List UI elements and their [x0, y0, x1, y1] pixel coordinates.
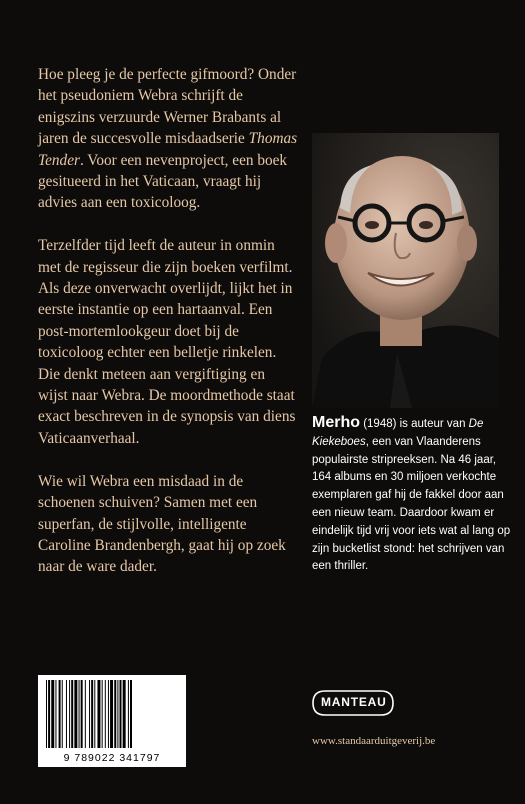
barcode-bar — [94, 680, 95, 748]
author-bio — [312, 414, 512, 576]
barcode-bar — [120, 680, 122, 748]
blurb-text: . Voor een nevenproject, een boek gesitueerd in het Vaticaan, vraagt hij advies aan een toxicoloog. — [38, 151, 288, 212]
bio-text: , een van Vlaanderens populairste stripreeksen. Na 46 jaar, 164 albums en 30 miljoen verkochte exemplaren gaf hij de fakkel door aan een nieuw team. Daardoor kwam er eindelijk tijd vrij voor iets wat al lang op zijn bucketlist stond: het schrijven van een thriller. — [312, 435, 511, 573]
barcode-bar — [66, 680, 67, 748]
barcode-bar — [59, 680, 61, 748]
bio-text: (1948) is auteur van — [360, 418, 469, 430]
publisher-website: www.standaarduitgeverij.be — [312, 735, 436, 747]
barcode-bar — [81, 680, 83, 748]
blurb-text: Hoe pleeg je de perfecte gifmoord? Onder het pseudoniem Webra schrijft de enigszins verzuurde Werner Brabants al jaren de succesvolle misdaadserie — [38, 66, 297, 148]
barcode-bar — [97, 680, 100, 748]
barcode-bar — [91, 680, 93, 748]
barcode-bar — [114, 680, 116, 748]
barcode-bar — [46, 680, 47, 748]
barcode-bar — [128, 680, 129, 748]
publisher-name: MANTEAU — [321, 695, 387, 709]
series-title: Thomas Tender — [38, 130, 298, 169]
blurb-paragraph-2: Terzelfder tijd leeft de auteur in onmin met de regisseur die zijn boeken verfilmt. Als deze onverwacht overlijdt, lijkt het in eerste instantie op een hartaanval. Een post-mortemlookgeur doet bij de toxicoloog echter een belletje rinkelen. Die denkt meteen aan vergiftiging en wijst naar Webra. De moordmethode staat exact beschreven in de synopsis van diens Vaticaanverhaal. — [38, 237, 296, 447]
barcode-bar — [69, 680, 70, 748]
barcode-bar — [108, 680, 109, 748]
barcode-bar — [123, 680, 126, 748]
isbn-barcode — [38, 675, 186, 767]
barcode-bar — [130, 680, 132, 748]
blurb-paragraph-3: Wie wil Webra een misdaad in de schoenen schuiven? Samen met een superfan, de stijlvolle, intelligente Caroline Brandenbergh, gaat hij op zoek naar de ware dader. — [38, 472, 286, 576]
barcode-bar — [74, 680, 77, 748]
blurb-paragraph-1 — [38, 64, 298, 214]
barcode-bar — [85, 680, 86, 748]
barcode-bar — [102, 680, 103, 748]
barcode-bar — [51, 680, 54, 748]
author-name: Merho — [312, 414, 360, 431]
barcode-bar — [48, 680, 50, 748]
author-photo — [312, 133, 499, 408]
barcode-bar — [62, 680, 63, 748]
publisher-logo — [312, 690, 394, 716]
bio-series-title: De Kiekeboes — [312, 418, 484, 448]
barcode-bar — [110, 680, 113, 748]
barcode-bars — [44, 680, 180, 748]
back-cover-blurb — [38, 64, 298, 599]
isbn-number: 9 789022 341797 — [63, 752, 161, 764]
barcode-bar — [89, 680, 90, 748]
barcode-bar — [105, 680, 106, 748]
barcode-bar — [71, 680, 73, 748]
barcode-bar — [79, 680, 80, 748]
barcode-bar — [117, 680, 118, 748]
barcode-bar — [55, 680, 56, 748]
